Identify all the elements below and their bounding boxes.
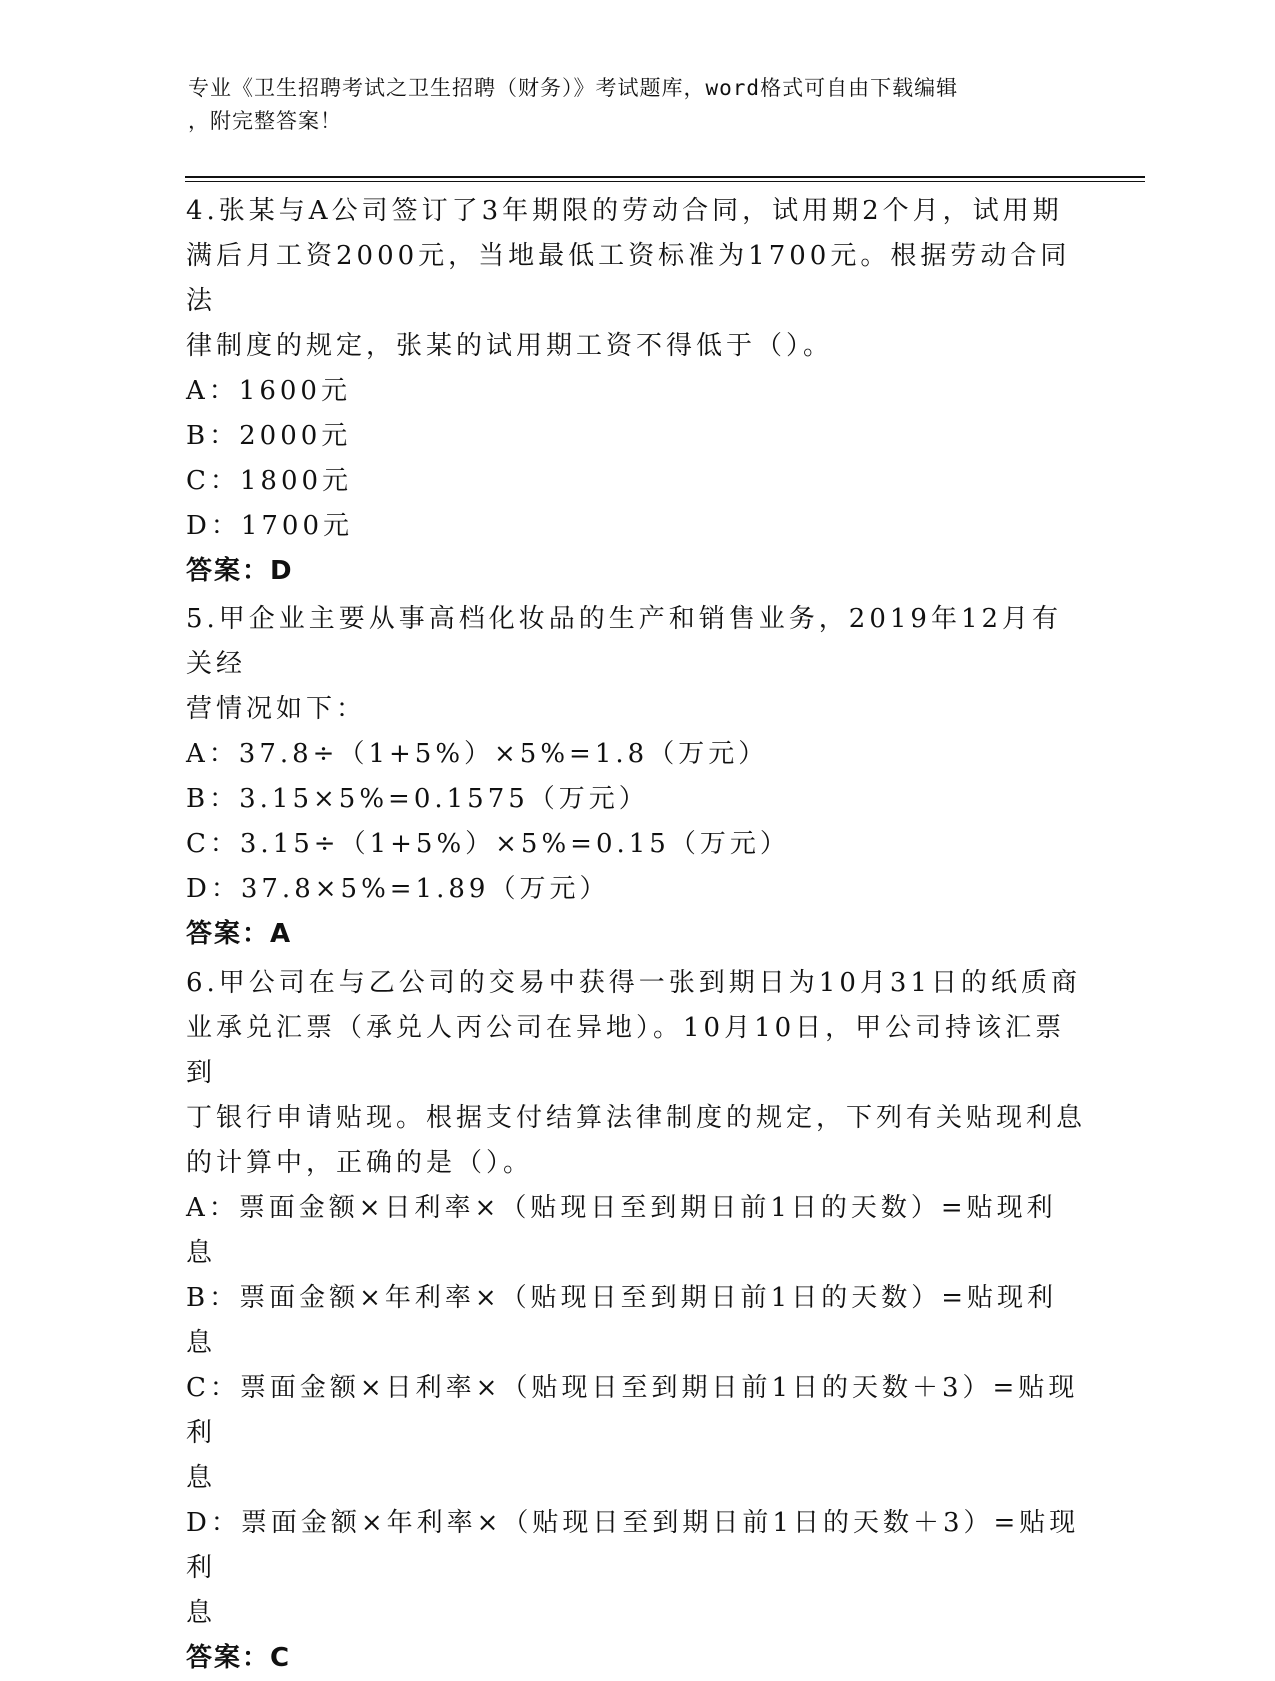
stem-line: 丁银行申请贴现。根据支付结算法律制度的规定，下列有关贴现利息 (186, 1103, 1087, 1133)
option-b: B：票面金额×年利率×（贴现日至到期日前1日的天数）=贴现利息 (186, 1283, 1058, 1358)
document-header (188, 72, 1068, 138)
stem-line: 的计算中，正确的是（）。 (186, 1148, 534, 1178)
stem-line: 律制度的规定，张某的试用期工资不得低于（）。 (186, 331, 834, 361)
option-d: D：37.8×5%=1.89（万元） (186, 874, 610, 904)
option-c-continued: 息 (186, 1463, 217, 1493)
option-b: B：3.15×5%=0.1575（万元） (186, 784, 649, 814)
option-c: C：3.15÷（1+5%）×5%=0.15（万元） (186, 829, 790, 859)
option-d-continued: 息 (186, 1598, 217, 1628)
question-5 (186, 597, 1086, 957)
stem-line: 6.甲公司在与乙公司的交易中获得一张到期日为10月31日的纸质商 (186, 968, 1081, 998)
stem-line: 5.甲企业主要从事高档化妆品的生产和销售业务，2019年12月有关经 (186, 604, 1063, 679)
header-rule-thin (185, 181, 1145, 182)
stem-line: 满后月工资2000元，当地最低工资标准为1700元。根据劳动合同法 (186, 241, 1071, 316)
answer: 答案：C (186, 1643, 292, 1673)
stem-line: 4.张某与A公司签订了3年期限的劳动合同，试用期2个月，试用期 (186, 196, 1063, 226)
header-rule-thick (185, 176, 1145, 178)
option-b: B：2000元 (186, 421, 352, 451)
option-c: C：1800元 (186, 466, 353, 496)
stem-line: 营情况如下： (186, 694, 367, 724)
stem-line: 业承兑汇票（承兑人丙公司在异地）。10月10日，甲公司持该汇票到 (186, 1013, 1066, 1088)
question-stem (186, 961, 1086, 1186)
option-c: C：票面金额×日利率×（贴现日至到期日前1日的天数＋3）=贴现利 (186, 1373, 1079, 1448)
answer: 答案：D (186, 556, 294, 586)
header-line-2: ，附完整答案！ (188, 109, 342, 133)
question-stem (186, 189, 1086, 369)
option-d: D：1700元 (186, 511, 354, 541)
question-4 (186, 189, 1086, 594)
question-stem (186, 597, 1086, 732)
question-6 (186, 961, 1086, 1681)
option-a: A：37.8÷（1+5%）×5%=1.8（万元） (186, 739, 769, 769)
answer: 答案：A (186, 919, 293, 949)
option-a: A：1600元 (186, 376, 351, 406)
header-line-1: 专业《卫生招聘考试之卫生招聘（财务）》考试题库，word格式可自由下载编辑 (188, 76, 959, 100)
option-a: A：票面金额×日利率×（贴现日至到期日前1日的天数）=贴现利息 (186, 1193, 1057, 1268)
option-d: D：票面金额×年利率×（贴现日至到期日前1日的天数＋3）=贴现利 (186, 1508, 1080, 1583)
